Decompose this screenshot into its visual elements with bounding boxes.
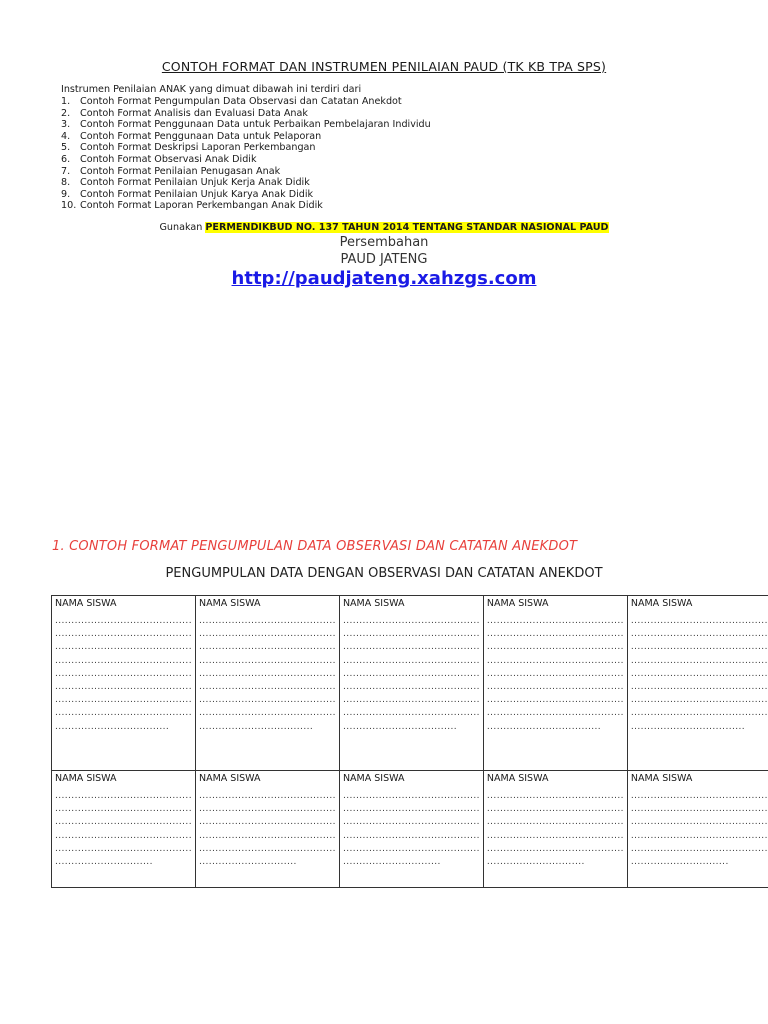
student-cell[interactable]	[483, 596, 627, 771]
student-name-label: NAMA SISWA	[198, 598, 261, 609]
dotted-line: ..........................................	[486, 830, 624, 841]
dotted-line: ..........................................	[55, 682, 192, 693]
list-item-number: 10.	[61, 200, 77, 212]
list-item	[61, 131, 431, 143]
student-name-label: NAMA SISWA	[342, 598, 405, 609]
list-item-text: Contoh Format Laporan Perkembangan Anak Didik	[80, 200, 323, 212]
dotted-line: ..........................................	[55, 830, 192, 841]
student-cell[interactable]	[195, 596, 339, 771]
list-item-number: 3.	[61, 119, 71, 131]
dotted-line: ..........................................	[55, 843, 192, 854]
dotted-line: ..........................................	[198, 843, 336, 854]
dotted-line: ..........................................	[486, 629, 624, 640]
table-title: PENGUMPULAN DATA DENGAN OBSERVASI DAN CATATAN ANEKDOT	[165, 566, 603, 581]
list-item	[61, 166, 431, 178]
list-item	[61, 142, 431, 154]
dotted-line: ..........................................	[55, 817, 192, 828]
dotted-line: ..........................................	[486, 804, 624, 815]
instrument-list	[61, 96, 431, 212]
list-item-number: 1.	[61, 96, 71, 107]
table-row	[52, 596, 768, 771]
list-item	[61, 154, 431, 166]
dotted-line: ..........................................	[55, 804, 192, 815]
list-item-text: Contoh Format Penilaian Unjuk Kerja Anak Didik	[80, 177, 310, 189]
dotted-line: ..........................................	[630, 843, 768, 854]
dotted-line: ..........................................	[630, 817, 768, 828]
dotted-line: ..........................................	[198, 668, 336, 679]
list-item-text: Contoh Format Penilaian Unjuk Karya Anak Didik	[80, 188, 314, 200]
list-item	[61, 119, 431, 131]
list-item-number: 6.	[61, 153, 71, 165]
dotted-line: ..........................................	[630, 830, 768, 841]
dotted-line: ..........................................	[55, 655, 192, 666]
dotted-line: ..........................................	[198, 695, 336, 706]
list-item	[61, 96, 431, 108]
student-name-label: NAMA SISWA	[55, 598, 117, 609]
list-item	[61, 177, 431, 189]
student-name-label: NAMA SISWA	[198, 773, 261, 784]
dotted-line: ..........................................	[342, 668, 480, 679]
dotted-line: ..........................................	[486, 791, 624, 801]
list-item-text: Contoh Format Penggunaan Data untuk Pelaporan	[80, 130, 322, 142]
list-item-text: Contoh Format Observasi Anak Didik	[80, 153, 257, 165]
list-item	[61, 200, 431, 212]
dotted-line: ..........................................	[198, 817, 336, 828]
dotted-line: ...................................	[630, 721, 746, 732]
dotted-line: ..........................................	[630, 642, 768, 653]
dotted-line: ..........................................	[55, 791, 192, 801]
list-item-number: 9.	[61, 188, 71, 200]
dotted-line: ..........................................	[198, 655, 336, 666]
dotted-line: ..........................................	[198, 708, 336, 719]
dotted-line: ..........................................	[342, 655, 480, 666]
dotted-line: ..........................................	[486, 695, 624, 706]
student-cell[interactable]	[52, 771, 196, 888]
student-name-label: NAMA SISWA	[342, 773, 405, 784]
list-item-number: 5.	[61, 142, 71, 154]
student-cell[interactable]	[483, 771, 627, 888]
list-item-text: Contoh Format Penggunaan Data untuk Perbaikan Pembelajaran Individu	[80, 119, 431, 131]
dotted-line: ..........................................	[342, 708, 480, 719]
student-cell[interactable]	[52, 596, 196, 771]
dotted-line: ..........................................	[198, 629, 336, 640]
dotted-line: ..........................................	[630, 791, 768, 801]
dotted-line: ..........................................	[486, 843, 624, 854]
dotted-line: ..........................................	[486, 682, 624, 693]
dotted-line: ...................................	[198, 721, 314, 732]
student-cell[interactable]	[627, 771, 768, 888]
dotted-line: ..........................................	[55, 616, 192, 626]
dotted-line: ..........................................	[486, 817, 624, 828]
student-name-label: NAMA SISWA	[486, 773, 549, 784]
list-item	[61, 189, 431, 201]
dotted-line: ..........................................	[630, 629, 768, 640]
dotted-line: ..........................................	[486, 668, 624, 679]
regulation-note	[0, 222, 768, 233]
dotted-line: ..............................	[55, 857, 153, 868]
dotted-line: ..........................................	[630, 708, 768, 719]
dotted-line: ...................................	[55, 721, 170, 732]
dotted-line: ..........................................	[342, 843, 480, 854]
student-name-label: NAMA SISWA	[630, 598, 693, 609]
list-item-text: Contoh Format Analisis dan Evaluasi Data Anak	[80, 107, 308, 119]
dotted-line: ..........................................	[342, 629, 480, 640]
student-cell[interactable]	[339, 596, 483, 771]
dotted-line: ...................................	[486, 721, 602, 732]
dotted-line: ..........................................	[486, 655, 624, 666]
student-cell[interactable]	[195, 771, 339, 888]
dotted-line: ..........................................	[630, 616, 768, 626]
list-item-number: 7.	[61, 165, 71, 177]
paud-jateng-text: PAUD JATENG	[340, 252, 428, 267]
dotted-line: ..............................	[198, 857, 297, 868]
dotted-line: ..........................................	[342, 695, 480, 706]
list-item	[61, 108, 431, 120]
dotted-line: ..............................	[486, 857, 585, 868]
dotted-line: ..........................................	[55, 629, 192, 640]
student-cell[interactable]	[339, 771, 483, 888]
student-name-label: NAMA SISWA	[486, 598, 549, 609]
dotted-line: ..........................................	[630, 668, 768, 679]
dotted-line: ..........................................	[198, 830, 336, 841]
dotted-line: ..........................................	[342, 642, 480, 653]
dotted-line: ..........................................	[55, 642, 192, 653]
dotted-line: ..........................................	[342, 616, 480, 626]
dotted-line: ..........................................	[342, 791, 480, 801]
dotted-line: ..........................................	[630, 804, 768, 815]
list-item-number: 4.	[61, 130, 71, 142]
list-item-number: 2.	[61, 107, 71, 119]
regulation-prefix: Gunakan	[159, 222, 206, 233]
dotted-line: ..........................................	[342, 830, 480, 841]
list-item-text: Contoh Format Pengumpulan Data Observasi dan Catatan Anekdot	[80, 96, 402, 107]
dotted-line: ..........................................	[198, 682, 336, 693]
observation-table	[51, 595, 768, 888]
dotted-line: ..........................................	[198, 616, 336, 626]
regulation-highlight: PERMENDIKBUD NO. 137 TAHUN 2014 TENTANG STANDAR NASIONAL PAUD	[205, 222, 609, 233]
dotted-line: ..............................	[630, 857, 729, 868]
student-name-label: NAMA SISWA	[630, 773, 693, 784]
dotted-line: ..........................................	[342, 817, 480, 828]
dotted-line: ..........................................	[342, 682, 480, 693]
dotted-line: ..............................	[342, 857, 441, 868]
dotted-line: ..........................................	[198, 642, 336, 653]
dotted-line: ..........................................	[198, 804, 336, 815]
table-row	[52, 771, 768, 888]
website-link[interactable]: http://paudjateng.xahzgs.com	[231, 268, 537, 289]
list-item-text: Contoh Format Penilaian Penugasan Anak	[80, 165, 281, 177]
dotted-line: ..........................................	[55, 668, 192, 679]
dotted-line: ..........................................	[630, 682, 768, 693]
dotted-line: ..........................................	[55, 708, 192, 719]
persembahan-text: Persembahan	[339, 235, 429, 250]
student-name-label: NAMA SISWA	[55, 773, 117, 784]
student-cell[interactable]	[627, 596, 768, 771]
dotted-line: ..........................................	[486, 642, 624, 653]
dotted-line: ..........................................	[486, 616, 624, 626]
dotted-line: ..........................................	[198, 791, 336, 801]
dotted-line: ..........................................	[630, 655, 768, 666]
list-item-text: Contoh Format Deskripsi Laporan Perkembangan	[80, 142, 316, 154]
section-heading: 1. CONTOH FORMAT PENGUMPULAN DATA OBSERVASI DAN CATATAN ANEKDOT	[52, 539, 578, 554]
dotted-line: ...................................	[342, 721, 458, 732]
dotted-line: ..........................................	[55, 695, 192, 706]
dotted-line: ..........................................	[342, 804, 480, 815]
dotted-line: ..........................................	[630, 695, 768, 706]
document-title: CONTOH FORMAT DAN INSTRUMEN PENILAIAN PAUD (TK KB TPA SPS)	[161, 59, 607, 74]
list-item-number: 8.	[61, 177, 71, 189]
intro-text: Instrumen Penilaian ANAK yang dimuat dibawah ini terdiri dari	[61, 84, 362, 95]
dotted-line: ..........................................	[486, 708, 624, 719]
